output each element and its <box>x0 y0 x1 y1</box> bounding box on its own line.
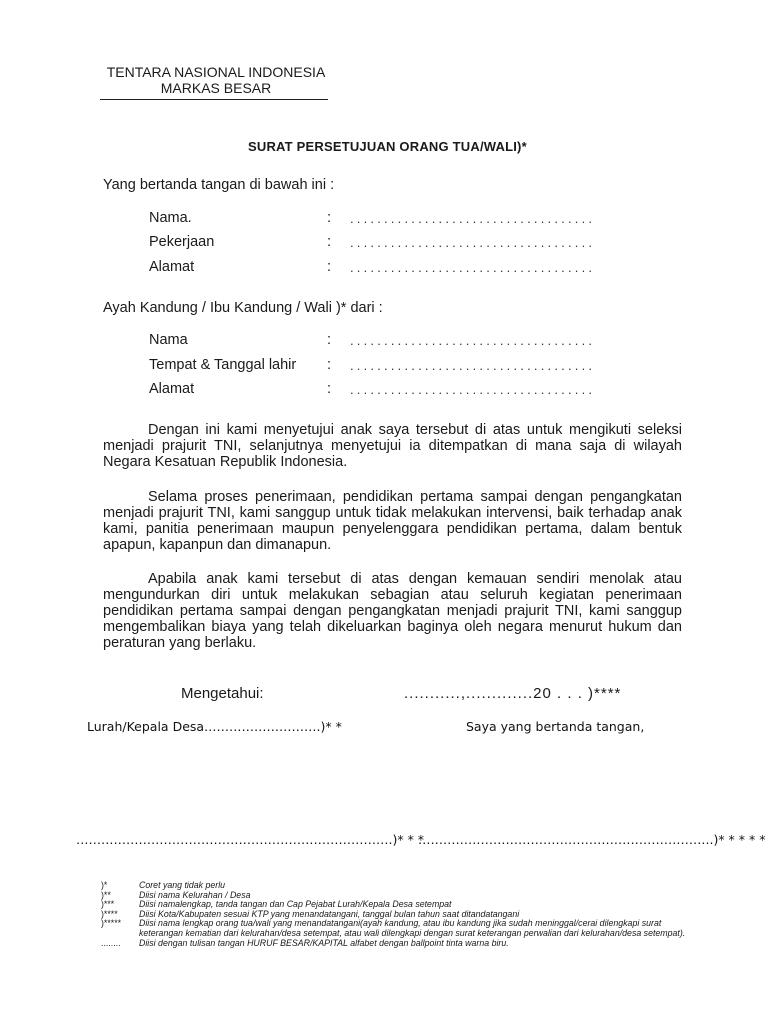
field-colon: : <box>327 259 332 275</box>
field-label-alamat: Alamat <box>149 259 195 275</box>
fill-line-pekerjaan[interactable]: .................................... <box>350 235 596 250</box>
field-label-nama-anak: Nama <box>149 332 188 348</box>
section2-intro: Ayah Kandung / Ibu Kandung / Wali )* dari : <box>103 300 383 316</box>
header-underline <box>100 99 328 100</box>
field-colon: : <box>327 234 332 250</box>
footnote-mark: )**** <box>101 908 118 919</box>
footnote-text: Diisi dengan tulisan tangan HURUF BESAR/KAPITAL alfabet dengan ballpoint tinta warna biru. <box>139 937 509 948</box>
paragraph-pengembalian-biaya: Apabila anak kami tersebut di atas dengan kemauan sendiri menolak atau mengundurkan diri untuk melakukan sebagian atau seluruh kegiatan penerimaan pendidikan pertama sampai dengan pengangkatan menjadi prajurit TNI, kami sanggup mengembalikan biaya yang telah dikeluarkan baginya oleh negara menurut hukum dan peraturan yang berlaku. <box>103 571 682 651</box>
fill-line-tempat-tanggal-lahir[interactable]: .................................... <box>350 358 596 373</box>
footnote-text: Diisi nama Kelurahan / Desa <box>139 889 251 900</box>
footnote-text: Diisi Kota/Kabupaten sesuai KTP yang menandatangani, tanggal bulan tahun saat ditandatangani <box>139 908 520 919</box>
field-label-alamat-anak: Alamat <box>149 381 195 397</box>
field-colon: : <box>327 332 332 348</box>
field-colon: : <box>327 357 332 373</box>
footnote-mark: )***** <box>101 918 122 929</box>
org-unit: MARKAS BESAR <box>160 80 272 96</box>
fill-line-nama-anak[interactable]: .................................... <box>350 333 596 348</box>
field-label-nama: Nama. <box>149 210 192 226</box>
fill-line-nama[interactable]: .................................... <box>350 211 596 226</box>
document-title: SURAT PERSETUJUAN ORANG TUA/WALI)* <box>248 139 527 154</box>
field-label-pekerjaan: Pekerjaan <box>149 234 215 250</box>
field-colon: : <box>327 210 332 226</box>
field-label-tempat-tanggal-lahir: Tempat & Tanggal lahir <box>149 357 297 373</box>
footnote-text: Diisi namalengkap, tanda tangan dan Cap Pejabat Lurah/Kepala Desa setempat <box>139 899 452 910</box>
lurah-label: Lurah/Kepala Desa……………………….)* * <box>87 719 342 734</box>
footnote <box>101 919 691 938</box>
signature-line-wali[interactable]: ……………………………………………………………..)* * * * * <box>418 832 766 847</box>
footnote-mark: )* <box>101 880 108 890</box>
footnote-text: Diisi nama lengkap orang tua/wali yang menandatangani(ayah kandung, atau ibu kandung jika sudah meninggal/cerai dilengkapi surat keterangan kematian dari kelurahan/desa setempat, atau wali dilengkapi dengan surat keterangan perwalian dari kelurahan/desa setempat). <box>139 918 686 938</box>
mengetahui-label: Mengetahui: <box>181 685 264 702</box>
footnote-mark: ........ <box>101 937 121 948</box>
paragraph-persetujuan: Dengan ini kami menyetujui anak saya tersebut di atas untuk mengikuti seleksi menjadi prajurit TNI, selanjutnya menyetujui ia ditempatkan di mana saja di wilayah Negara Kesatuan Republik Indonesia. <box>103 422 682 470</box>
footnote-mark: )** <box>101 889 111 900</box>
footnote-mark: )*** <box>101 899 115 910</box>
field-colon: : <box>327 381 332 397</box>
signer-label: Saya yang bertanda tangan, <box>466 719 645 734</box>
footnote-text: Coret yang tidak perlu <box>139 880 226 890</box>
date-line[interactable]: ...........,.............20 . . . )**** <box>404 685 622 702</box>
paragraph-tidak-intervensi: Selama proses penerimaan, pendidikan pertama sampai dengan pengangkatan menjadi prajurit TNI, kami sanggup untuk tidak melakukan intervensi, baik terhadap anak kami, panitia penerimaan maupun penyelenggara pendidikan pertama, dalam bentuk apapun, kapanpun dan dimanapun. <box>103 489 682 553</box>
fill-line-alamat[interactable]: .................................... <box>350 260 596 275</box>
section1-intro: Yang bertanda tangan di bawah ini : <box>103 177 335 193</box>
fill-line-alamat-anak[interactable]: .................................... <box>350 382 596 397</box>
signature-line-lurah[interactable]: ………………………………………………………………….)* * * <box>76 832 425 847</box>
footnote <box>101 939 691 949</box>
org-name: TENTARA NASIONAL INDONESIA <box>106 64 326 80</box>
footnotes <box>101 881 691 948</box>
